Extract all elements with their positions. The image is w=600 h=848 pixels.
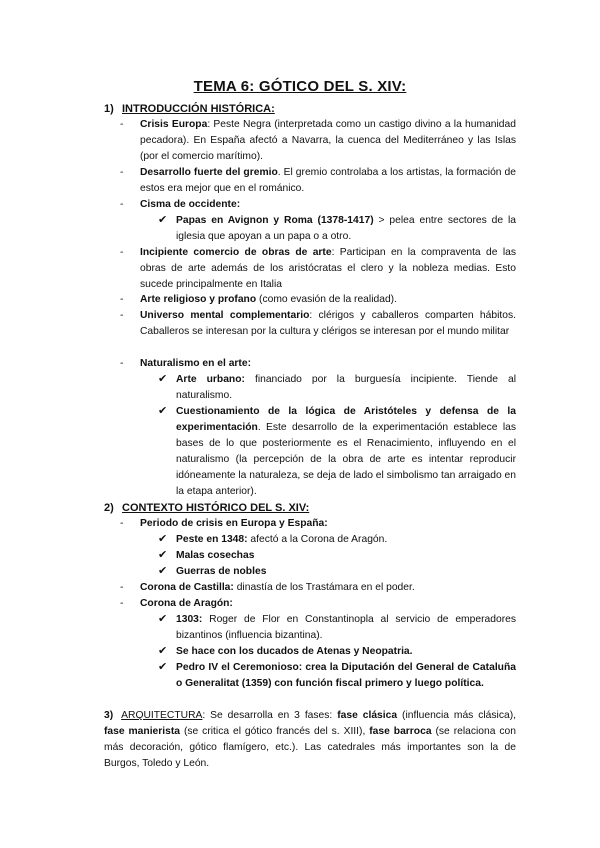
- sub-list-item: Se hace con los ducados de Atenas y Neopatria.: [176, 646, 413, 657]
- dash-bullet: -: [120, 358, 124, 369]
- sub-list-item: Pedro IV el Ceremonioso: crea la Diputación del General de Cataluña o Generalitat (1359) con función fiscal primero y luego política.: [176, 662, 516, 689]
- list-item: Cisma de occidente:: [140, 199, 241, 210]
- dash-bullet: -: [120, 582, 124, 593]
- sub-list-item: Arte urbano: financiado por la burguesía incipiente. Tiende al naturalismo.: [176, 374, 516, 401]
- list-item: Naturalismo en el arte:: [140, 358, 252, 369]
- sub-list-item: Malas cosechas: [176, 550, 255, 561]
- list-item: Corona de Aragón:: [140, 598, 233, 609]
- check-icon: ✔: [158, 549, 168, 561]
- sub-list-item: Papas en Avignon y Roma (1378-1417) > pelea entre sectores de la iglesia que apoyan a un papa o a otro.: [176, 215, 516, 242]
- list-item: Desarrollo fuerte del gremio. El gremio controlaba a los artistas, la formación de estos era mejor que en el románico.: [140, 167, 516, 194]
- check-icon: ✔: [158, 565, 168, 577]
- list-item: Corona de Castilla: dinastía de los Trastámara en el poder.: [140, 582, 415, 593]
- dash-bullet: -: [120, 167, 124, 178]
- list-item: Periodo de crisis en Europa y España:: [140, 518, 328, 529]
- check-icon: ✔: [158, 661, 168, 673]
- sub-list-item: 1303: Roger de Flor en Constantinopla al servicio de emperadores bizantinos (influencia bizantina).: [176, 614, 516, 641]
- check-icon: ✔: [158, 405, 168, 417]
- sub-list-item: Peste en 1348: afectó a la Corona de Aragón.: [176, 534, 388, 545]
- dash-bullet: -: [120, 199, 124, 210]
- check-icon: ✔: [158, 613, 168, 625]
- dash-bullet: -: [120, 598, 124, 609]
- section-1-heading: 1) INTRODUCCIÓN HISTÓRICA:: [104, 103, 275, 115]
- list-item: Incipiente comercio de obras de arte: Participan en la compraventa de las obras de arte además de los aristócratas el clero y la nobleza medias. Esto sucede principalmente en Italia: [140, 247, 516, 290]
- check-icon: ✔: [158, 645, 168, 657]
- sub-list-item: Cuestionamiento de la lógica de Aristóteles y defensa de la experimentación. Este desarrollo de la experimentación establece las bases de lo que posteriormente es el Renacimiento, influyendo en el naturalismo (la percepción de la obra de arte es intentar reproducir idóneamente la naturaleza, se deja de lado el simbolismo tan arraigado en la etapa anterior).: [176, 406, 517, 497]
- list-item: Arte religioso y profano (como evasión de la realidad).: [140, 294, 397, 305]
- dash-bullet: -: [120, 119, 124, 130]
- dash-bullet: -: [120, 310, 124, 321]
- dash-bullet: -: [120, 518, 124, 529]
- list-item: Universo mental complementario: clérigos y caballeros comparten hábitos. Caballeros se interesan por la cultura y clérigos se interesan por el mundo militar: [140, 310, 516, 337]
- dash-bullet: -: [120, 294, 124, 305]
- section-2-heading: 2) CONTEXTO HISTÓRICO DEL S. XIV:: [104, 502, 310, 514]
- sub-list-item: Guerras de nobles: [176, 566, 267, 577]
- check-icon: ✔: [158, 214, 168, 226]
- section-3-paragraph: 3) ARQUITECTURA: Se desarrolla en 3 fases: fase clásica (influencia más clásica), fase manierista (se critica el gótico francés del s. XIII), fase barroca (se relaciona con más decoración, gótico flamígero, etc.). Las catedrales más importantes son la de Burgos, Toledo y León.: [104, 710, 517, 769]
- check-icon: ✔: [158, 373, 168, 385]
- page-title: TEMA 6: GÓTICO DEL S. XIV:: [193, 78, 407, 95]
- check-icon: ✔: [158, 533, 168, 545]
- dash-bullet: -: [120, 247, 124, 258]
- list-item: Crisis Europa: Peste Negra (interpretada como un castigo divino a la humanidad pecadora). En España afectó a Navarra, la cuenca del Mediterráneo y las Islas (por el comercio marítimo).: [140, 119, 516, 162]
